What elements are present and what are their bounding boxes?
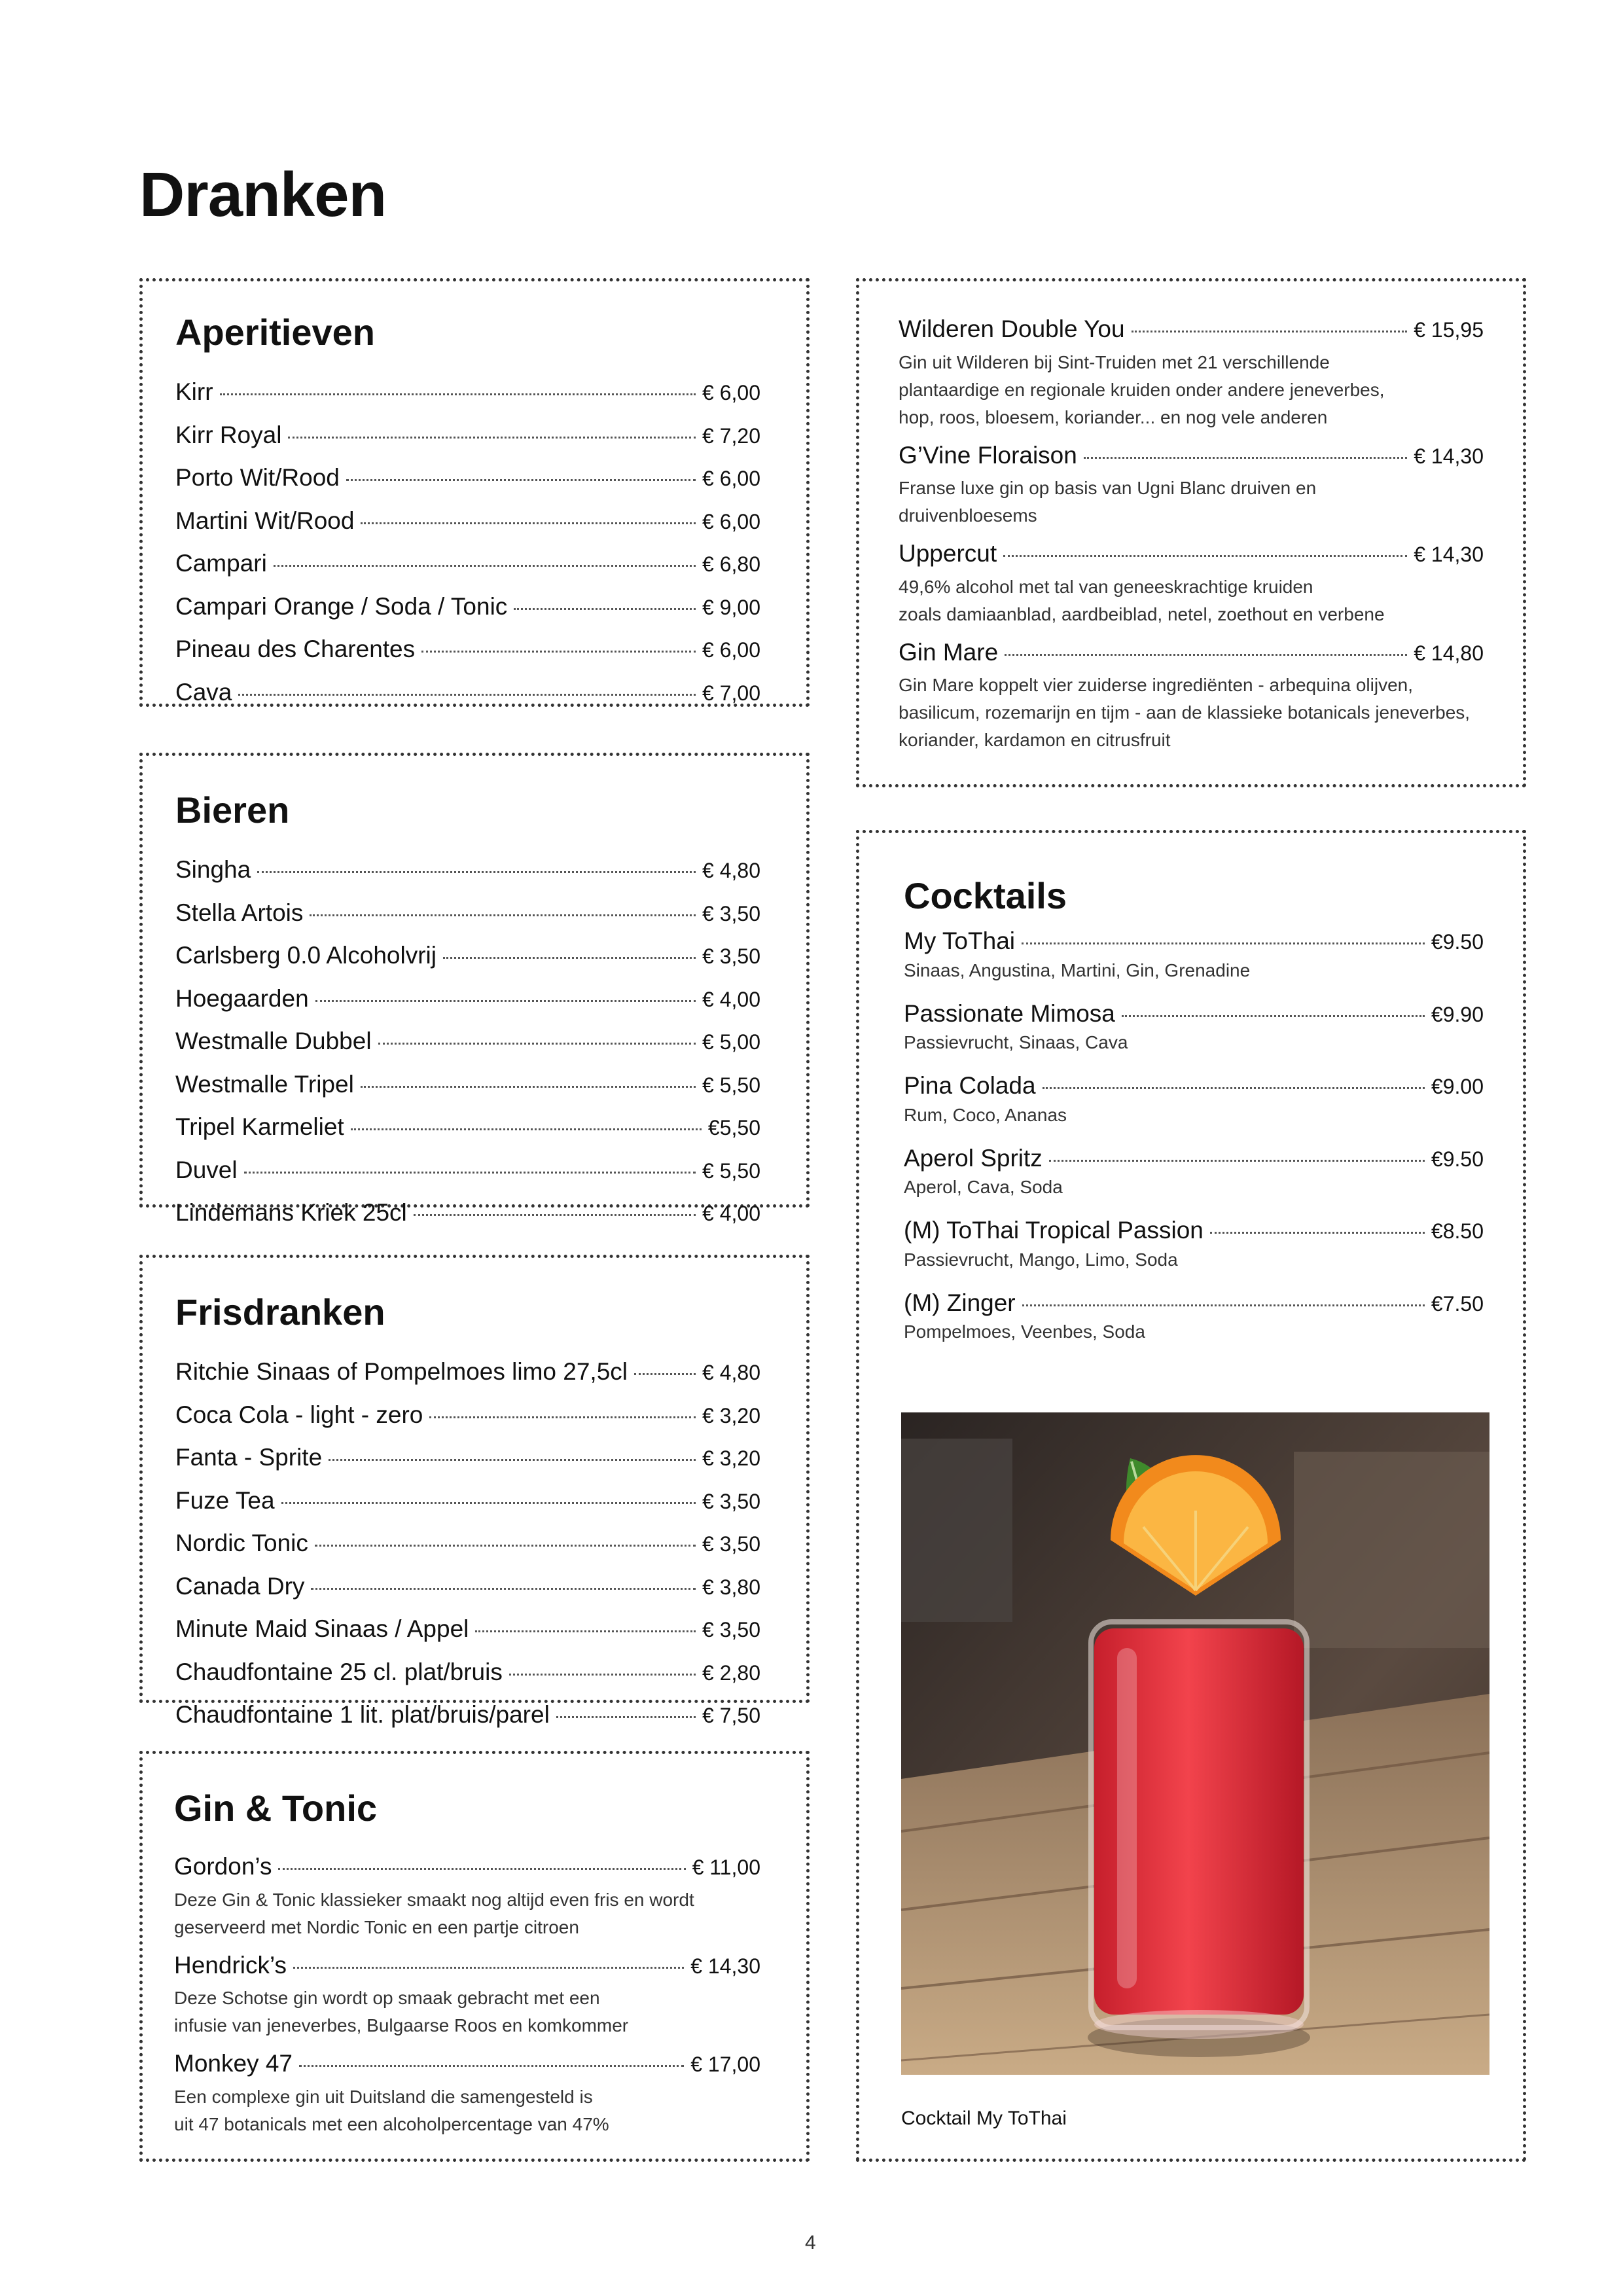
item-name: Campari Orange / Soda / Tonic [175, 592, 508, 620]
item-price: € 3,50 [702, 1618, 760, 1642]
menu-item-row [904, 1217, 1484, 1245]
dot-leader [1132, 331, 1408, 332]
dot-leader [509, 1674, 696, 1676]
dot-leader [329, 1459, 696, 1461]
menu-item-row [174, 2050, 760, 2078]
item-name: Passionate Mimosa [904, 999, 1115, 1027]
item-name: (M) Zinger [904, 1289, 1016, 1316]
item-price: € 4,00 [702, 1202, 760, 1226]
item-name: Coca Cola - light - zero [175, 1401, 423, 1428]
dot-leader [281, 1502, 696, 1504]
menu-item-row [175, 1401, 760, 1429]
item-description: Gin uit Wilderen bij Sint-Truiden met 21 verschillende plantaardige en regionale kruiden onder andere jeneverbes, hop, roos, bloesem, koriander... en nog vele anderen [899, 351, 1385, 427]
menu-item [174, 1853, 760, 1941]
dot-leader [361, 1086, 696, 1088]
menu-item-row [175, 1444, 760, 1472]
menu-item-row [175, 1113, 760, 1141]
item-price: € 5,50 [702, 1073, 760, 1097]
item-name: Kirr Royal [175, 421, 282, 448]
frisdranken-list [175, 1358, 760, 1729]
item-name: (M) ToThai Tropical Passion [904, 1217, 1204, 1244]
item-name: Wilderen Double You [899, 315, 1125, 342]
menu-item [899, 315, 1484, 431]
menu-item [904, 1072, 1484, 1129]
dot-leader [288, 437, 696, 439]
item-price: €5,50 [707, 1116, 760, 1140]
dot-leader [257, 871, 696, 873]
dot-leader [315, 1000, 696, 1002]
menu-item [174, 2050, 760, 2138]
item-description: Franse luxe gin op basis van Ugni Blanc druiven en druivenbloesems [899, 478, 1317, 526]
item-price: € 7,20 [702, 423, 760, 448]
item-name: Gin Mare [899, 638, 999, 666]
item-price: €9.50 [1431, 1147, 1484, 1171]
item-price: € 3,20 [702, 1446, 760, 1471]
item-name: Canada Dry [175, 1572, 305, 1600]
item-description: Deze Schotse gin wordt op smaak gebracht met een infusie van jeneverbes, Bulgaarse Roos en komkommer [174, 1988, 629, 2036]
menu-item-row [175, 378, 760, 406]
item-name: Hoegaarden [175, 984, 309, 1012]
cocktail-photo [901, 1412, 1489, 2075]
item-description: Deze Gin & Tonic klassieker smaakt nog altijd even fris en wordt geserveerd met Nordic Tonic en een partje citroen [174, 1889, 694, 1937]
item-name: Fuze Tea [175, 1486, 275, 1514]
item-price: €9.50 [1431, 930, 1484, 954]
item-name: Martini Wit/Rood [175, 507, 355, 534]
dot-leader [414, 1214, 696, 1216]
item-name: Porto Wit/Rood [175, 464, 340, 492]
menu-item-row [175, 507, 760, 535]
item-description: Gin Mare koppelt vier zuiderse ingrediënten - arbequina olijven, basilicum, rozemarijn en tijm - aan de klassieke botanicals jeneverbes, koriander, kardamon en citrusfruit [899, 675, 1471, 751]
dot-leader [293, 1967, 684, 1969]
menu-item-row [175, 856, 760, 884]
item-price: €9.00 [1431, 1075, 1484, 1099]
menu-item [174, 1952, 760, 2040]
item-price: € 11,00 [692, 1856, 760, 1879]
menu-item-row [175, 899, 760, 927]
menu-item-row [175, 1701, 760, 1729]
menu-item-row [904, 927, 1484, 956]
dot-leader [1043, 1087, 1425, 1089]
dot-leader [220, 393, 696, 395]
item-name: G’Vine Floraison [899, 441, 1077, 469]
item-name: Gordon’s [174, 1853, 272, 1880]
menu-item [904, 1217, 1484, 1274]
item-price: € 7,50 [702, 1704, 760, 1728]
menu-item [899, 540, 1484, 628]
menu-item-row [175, 1487, 760, 1515]
menu-item-row [175, 422, 760, 450]
dot-leader [310, 914, 696, 916]
dot-leader [421, 651, 696, 653]
page-title: Dranken [139, 160, 387, 230]
menu-item [904, 1000, 1484, 1057]
item-price: € 7,00 [702, 681, 760, 705]
item-price: € 4,00 [702, 987, 760, 1011]
item-name: Singha [175, 856, 251, 883]
menu-item-row [175, 1573, 760, 1601]
menu-item-row [175, 1358, 760, 1386]
menu-item-row [904, 1145, 1484, 1173]
menu-item-row [899, 442, 1484, 470]
item-description: Passievrucht, Sinaas, Cava [904, 1032, 1128, 1053]
item-name: Pineau des Charentes [175, 636, 416, 663]
dot-leader [1022, 942, 1425, 944]
dot-leader [429, 1416, 696, 1418]
menu-item-row [899, 540, 1484, 568]
dot-leader [1005, 654, 1407, 656]
item-price: € 4,80 [702, 859, 760, 882]
dot-leader [514, 608, 696, 610]
item-name: Pina Colada [904, 1072, 1036, 1100]
item-description: Sinaas, Angustina, Martini, Gin, Grenadine [904, 960, 1251, 980]
item-price: € 3,50 [702, 944, 760, 969]
menu-item-row [175, 942, 760, 970]
menu-item-row [175, 985, 760, 1013]
item-price: € 3,50 [702, 1532, 760, 1556]
dot-leader [1210, 1232, 1425, 1234]
dot-leader [315, 1545, 696, 1547]
menu-item-row [175, 679, 760, 707]
item-price: € 3,20 [702, 1403, 760, 1427]
menu-item-row [904, 1072, 1484, 1100]
dot-leader [378, 1043, 696, 1045]
item-price: € 9,00 [702, 595, 760, 619]
menu-item-row [175, 593, 760, 621]
item-name: Lindemans Kriek 25cl [175, 1199, 407, 1227]
item-name: Tripel Karmeliet [175, 1113, 344, 1141]
item-price: € 14,80 [1414, 641, 1484, 665]
item-name: Monkey 47 [174, 2050, 293, 2077]
menu-item [904, 1145, 1484, 1202]
menu-item-row [175, 1157, 760, 1185]
item-price: €8.50 [1431, 1219, 1484, 1244]
dot-leader [1022, 1304, 1425, 1306]
dot-leader [274, 565, 696, 567]
bieren-list [175, 856, 760, 1227]
item-name: Westmalle Dubbel [175, 1028, 372, 1055]
cocktails-list [904, 927, 1484, 1346]
menu-item-row [175, 1615, 760, 1643]
item-price: €9.90 [1431, 1002, 1484, 1026]
gin-more-list [899, 315, 1484, 754]
item-price: € 3,50 [702, 1489, 760, 1513]
item-name: Stella Artois [175, 899, 304, 926]
item-price: € 15,95 [1414, 318, 1484, 342]
item-price: € 17,00 [690, 2053, 760, 2077]
dot-leader [351, 1128, 702, 1130]
item-description: Aperol, Cava, Soda [904, 1177, 1063, 1198]
aperitieven-section [139, 278, 810, 707]
item-price: € 4,80 [702, 1361, 760, 1384]
menu-item-row [175, 1530, 760, 1558]
menu-item [904, 1289, 1484, 1346]
menu-item-row [174, 1952, 760, 1980]
gin-tonic-list [174, 1853, 760, 2138]
dot-leader [1122, 1015, 1425, 1017]
item-price: € 3,50 [702, 901, 760, 925]
menu-item-row [175, 1028, 760, 1056]
menu-item-row [175, 636, 760, 664]
dot-leader [361, 522, 696, 524]
dot-leader [346, 479, 696, 481]
item-name: Hendrick’s [174, 1951, 287, 1979]
item-name: Chaudfontaine 1 lit. plat/bruis/parel [175, 1701, 550, 1729]
item-price: € 2,80 [702, 1660, 760, 1685]
gin-more-section [856, 278, 1526, 787]
item-description: Een complexe gin uit Duitsland die samengesteld is uit 47 botanicals met een alcoholpercentage van 47% [174, 2086, 609, 2134]
item-name: Carlsberg 0.0 Alcoholvrij [175, 942, 437, 969]
dot-leader [1049, 1160, 1425, 1162]
item-name: Westmalle Tripel [175, 1070, 354, 1098]
item-name: Uppercut [899, 540, 997, 567]
dot-leader [475, 1630, 696, 1632]
item-price: € 6,00 [702, 509, 760, 533]
menu-item-row [175, 1199, 760, 1227]
item-description: Passievrucht, Mango, Limo, Soda [904, 1249, 1178, 1270]
menu-item-row [899, 639, 1484, 667]
dot-leader [634, 1373, 696, 1375]
frisdranken-section [139, 1255, 810, 1729]
menu-item-row [175, 1659, 760, 1687]
menu-item [899, 442, 1484, 530]
menu-item-row [904, 1000, 1484, 1028]
page-number: 4 [805, 2232, 816, 2253]
menu-item-row [175, 550, 760, 578]
item-price: € 3,80 [702, 1575, 760, 1599]
item-price: €7.50 [1431, 1291, 1484, 1316]
dot-leader [299, 2065, 684, 2067]
item-name: Aperol Spritz [904, 1144, 1043, 1172]
item-name: Duvel [175, 1156, 238, 1183]
menu-item-row [174, 1853, 760, 1881]
item-name: Kirr [175, 378, 213, 405]
item-price: € 5,50 [702, 1158, 760, 1183]
dot-leader [1084, 457, 1407, 459]
menu-item [899, 639, 1484, 755]
dot-leader [278, 1868, 685, 1870]
item-name: Chaudfontaine 25 cl. plat/bruis [175, 1658, 503, 1685]
dot-leader [244, 1172, 696, 1174]
section-title: Gin & Tonic [174, 1787, 378, 1829]
section-title: Cocktails [904, 875, 1067, 916]
section-title: Aperitieven [175, 312, 375, 353]
menu-item-row [175, 464, 760, 492]
dot-leader [556, 1716, 696, 1718]
item-name: Campari [175, 550, 267, 577]
item-price: € 14,30 [690, 1954, 760, 1978]
aperitieven-list [175, 378, 760, 706]
item-description: Pompelmoes, Veenbes, Soda [904, 1321, 1145, 1342]
item-price: € 6,00 [702, 467, 760, 491]
item-price: € 14,30 [1414, 444, 1484, 468]
item-price: € 6,00 [702, 638, 760, 662]
menu-item-row [904, 1289, 1484, 1318]
item-name: Cava [175, 678, 232, 706]
item-name: My ToThai [904, 927, 1015, 954]
item-price: € 14,30 [1414, 543, 1484, 567]
photo-caption: Cocktail My ToThai [901, 2108, 1067, 2129]
item-name: Fanta - Sprite [175, 1444, 323, 1471]
dot-leader [1003, 555, 1407, 557]
bieren-section [139, 753, 810, 1227]
item-description: Rum, Coco, Ananas [904, 1104, 1067, 1125]
dot-leader [311, 1588, 696, 1590]
item-price: € 6,00 [702, 381, 760, 404]
section-title: Bieren [175, 789, 290, 831]
item-name: Ritchie Sinaas of Pompelmoes limo 27,5cl [175, 1358, 628, 1385]
gin-tonic-section [139, 1751, 810, 2162]
item-name: Nordic Tonic [175, 1530, 308, 1557]
cocktail-illustration [901, 1412, 1489, 2075]
item-name: Minute Maid Sinaas / Appel [175, 1615, 469, 1643]
item-price: € 6,80 [702, 552, 760, 577]
section-title: Frisdranken [175, 1291, 385, 1333]
dot-leader [238, 694, 696, 696]
item-description: 49,6% alcohol met tal van geneeskrachtige kruiden zoals damiaanblad, aardbeiblad, netel, zoethout en verbene [899, 576, 1385, 624]
item-price: € 5,00 [702, 1030, 760, 1054]
menu-item [904, 927, 1484, 984]
dot-leader [443, 957, 696, 959]
menu-item-row [175, 1071, 760, 1099]
menu-item-row [899, 315, 1484, 344]
